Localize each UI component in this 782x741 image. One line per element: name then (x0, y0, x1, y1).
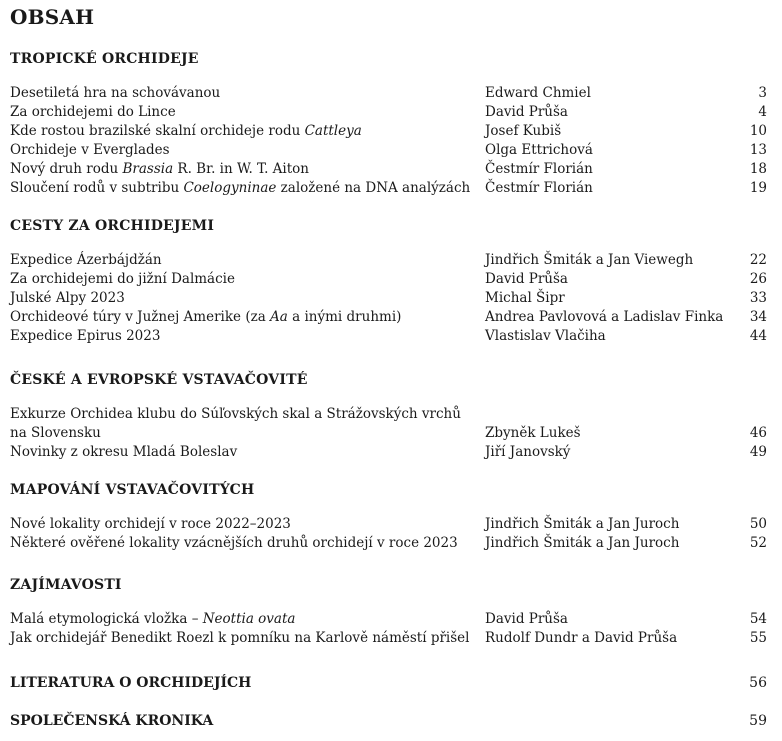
entry-page: 4 (758, 104, 767, 120)
entry-title: Novinky z okresu Mladá Boleslav (10, 444, 238, 460)
entry-page: 13 (749, 142, 767, 158)
entry-title: Julské Alpy 2023 (10, 290, 125, 306)
toc-entry[interactable] (10, 515, 767, 534)
entry-title: Jak orchidejář Benedikt Roezl k pomníku na Karlově náměstí přišel (10, 630, 470, 646)
entry-title: Některé ověřené lokality vzácnějších druhů orchidejí v roce 2023 (10, 535, 458, 551)
entry-author: Jindřich Šmiták a Jan Juroch (485, 535, 680, 551)
toc-entry[interactable] (10, 443, 767, 462)
entry-author: David Průša (485, 104, 568, 120)
section-heading-literatura: LITERATURA O ORCHIDEJÍCH (10, 675, 252, 691)
toc-entry[interactable] (10, 179, 767, 198)
entry-page: 22 (749, 252, 767, 268)
entry-title: Za orchidejemi do Lince (10, 104, 176, 120)
section-heading-tropicke: TROPICKÉ ORCHIDEJE (10, 51, 199, 67)
entry-author: Čestmír Florián (485, 161, 593, 177)
entry-author: Čestmír Florián (485, 180, 593, 196)
entry-page: 44 (749, 328, 767, 344)
entry-author: Jindřich Šmiták a Jan Viewegh (485, 252, 694, 268)
entry-page: 18 (749, 161, 767, 177)
entry-author: Josef Kubiš (485, 123, 562, 139)
entry-author: Rudolf Dundr a David Průša (485, 630, 678, 646)
entry-page: 49 (749, 444, 767, 460)
toc-entry-kronika[interactable] (10, 712, 767, 731)
entry-author: David Průša (485, 611, 568, 627)
entry-title: Desetiletá hra na schovávanou (10, 85, 221, 101)
entry-author: Andrea Pavlovová a Ladislav Finka (485, 309, 724, 325)
toc-entry[interactable] (10, 308, 767, 327)
toc-entry[interactable] (10, 103, 767, 122)
entry-title: Nové lokality orchidejí v roce 2022–2023 (10, 516, 291, 532)
toc-entry-literatura[interactable] (10, 674, 767, 693)
entry-page: 10 (749, 123, 767, 139)
entry-page: 56 (749, 675, 767, 691)
entry-page: 59 (749, 713, 767, 729)
toc-entry[interactable] (10, 160, 767, 179)
section-heading-mapovani: MAPOVÁNÍ VSTAVAČOVITÝCH (10, 482, 255, 498)
entry-title: Orchideové túry v Južnej Amerike (za Aa a inými druhmi) (10, 309, 402, 325)
toc-entry[interactable] (10, 251, 767, 270)
toc-entry[interactable] (10, 122, 767, 141)
entry-author: David Průša (485, 271, 568, 287)
entry-page: 55 (749, 630, 767, 646)
entry-page: 52 (749, 535, 767, 551)
entry-author: Jiří Janovský (485, 444, 571, 460)
toc-entry[interactable] (10, 327, 767, 346)
entry-author: Olga Ettrichová (485, 142, 593, 158)
entry-author: Jindřich Šmiták a Jan Juroch (485, 516, 680, 532)
entry-title: Orchideje v Everglades (10, 142, 170, 158)
entry-page: 46 (749, 425, 767, 441)
toc-entry[interactable] (10, 610, 767, 629)
entry-page: 34 (749, 309, 767, 325)
entry-title: Expedice Epirus 2023 (10, 328, 161, 344)
toc-entry[interactable] (10, 141, 767, 160)
toc-entry[interactable] (10, 534, 767, 553)
page-title: OBSAH (10, 5, 95, 29)
entry-page: 3 (758, 85, 767, 101)
entry-title: Expedice Ázerbájdžán (10, 252, 162, 268)
toc-entry[interactable] (10, 270, 767, 289)
entry-title: Sloučení rodů v subtribu Coelogyninae založené na DNA analýzách (10, 180, 471, 196)
toc-entry-line1[interactable] (10, 405, 767, 424)
entry-title: Exkurze Orchidea klubu do Súľovských skal a Strážovských vrchů (10, 406, 461, 422)
entry-author: Zbyněk Lukeš (485, 425, 581, 441)
entry-page: 33 (749, 290, 767, 306)
entry-title: Nový druh rodu Brassia R. Br. in W. T. Aiton (10, 161, 309, 177)
entry-title: Malá etymologická vložka – Neottia ovata (10, 611, 296, 627)
entry-page: 26 (749, 271, 767, 287)
section-heading-ceske-evropske: ČESKÉ A EVROPSKÉ VSTAVAČOVITÉ (10, 372, 308, 388)
section-heading-cesty: CESTY ZA ORCHIDEJEMI (10, 218, 215, 234)
section-heading-kronika: SPOLEČENSKÁ KRONIKA (10, 713, 214, 729)
toc-entry[interactable] (10, 84, 767, 103)
entry-author: Michal Šipr (485, 290, 565, 306)
entry-title: Za orchidejemi do jižní Dalmácie (10, 271, 235, 287)
toc-entry[interactable] (10, 289, 767, 308)
section-heading-zajimavosti: ZAJÍMAVOSTI (10, 577, 122, 593)
entry-page: 50 (749, 516, 767, 532)
entry-author: Edward Chmiel (485, 85, 591, 101)
entry-page: 19 (749, 180, 767, 196)
entry-title-continued: na Slovensku (10, 425, 101, 441)
entry-title: Kde rostou brazilské skalní orchideje rodu Cattleya (10, 123, 362, 139)
entry-author: Vlastislav Vlačiha (485, 328, 606, 344)
entry-page: 54 (749, 611, 767, 627)
toc-entry[interactable] (10, 424, 767, 443)
toc-entry[interactable] (10, 629, 767, 648)
